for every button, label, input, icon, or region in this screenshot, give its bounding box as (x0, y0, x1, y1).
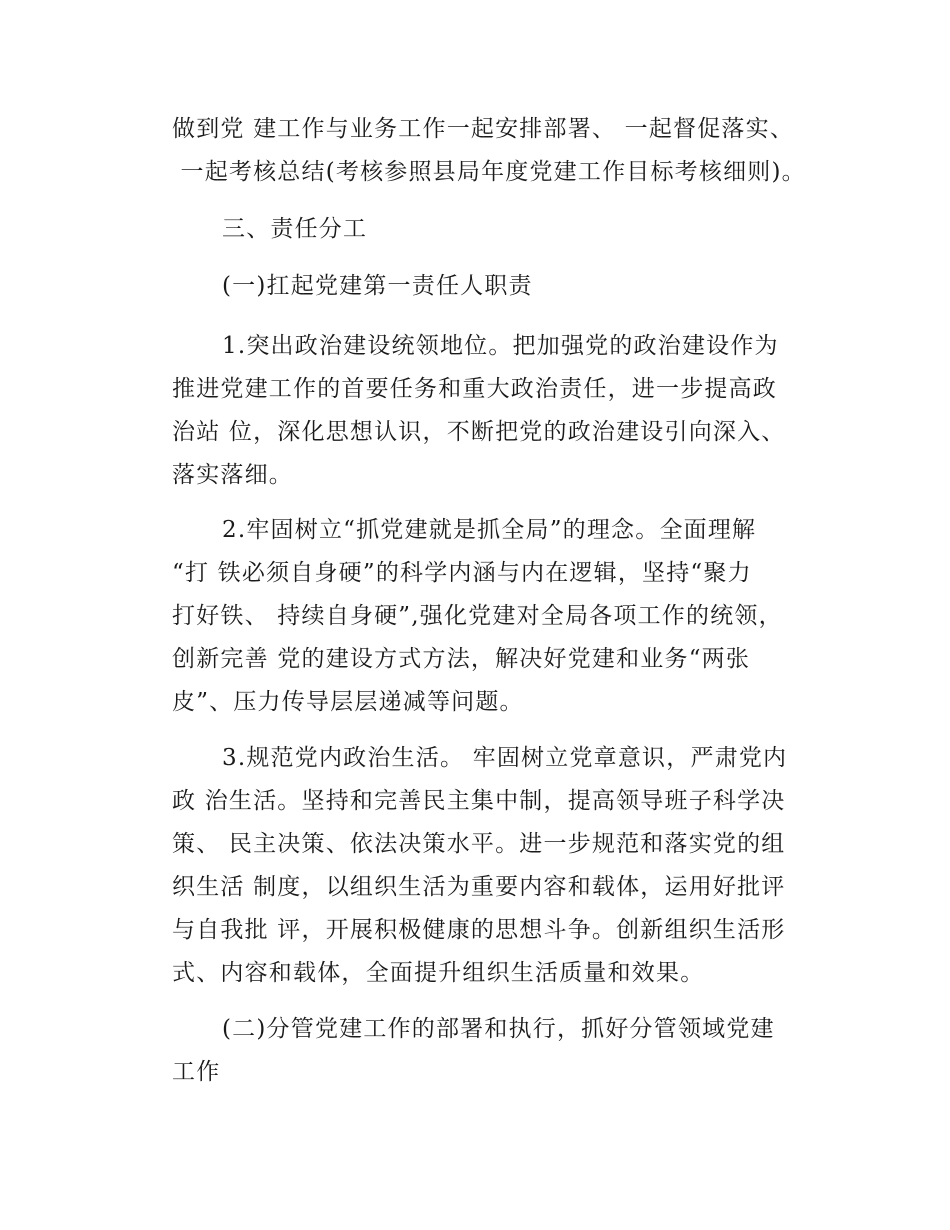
text-line: 与自我批 评，开展积极健康的思想斗争。创新组织生活形 (172, 917, 786, 943)
text-line: 一起考核总结(考核参照县局年度党建工作目标考核细则)。 (172, 159, 806, 185)
text-line: 3.规范党内政治生活。 牢固树立党章意识，严肃党内 (222, 745, 788, 771)
text-line: 做到党 建工作与业务工作一起安排部署、 一起督促落实、 (172, 116, 795, 142)
text-line: “打 铁必须自身硬”的科学内涵与内在逻辑，坚持“聚力 (172, 560, 752, 586)
text-line: 创新完善 党的建设方式方法，解决好党建和业务“两张 (172, 646, 751, 672)
text-line: 打好铁、 持续自身硬”,强化党建对全局各项工作的统领， (172, 603, 783, 629)
text-line: 策、 民主决策、依法决策水平。进一步规范和落实党的组 (172, 831, 786, 857)
text-line: 织生活 制度，以组织生活为重要内容和载体，运用好批评 (172, 874, 786, 900)
text-line: 落实落细。 (172, 462, 293, 488)
section-heading: 三、责任分工 (222, 216, 368, 242)
text-line: 工作 (172, 1059, 221, 1085)
text-line: 政 治生活。坚持和完善民主集中制，提高领导班子科学决 (172, 788, 786, 814)
subsection-heading: (一)扛起党建第一责任人职责 (222, 273, 533, 299)
text-line: 2.牢固树立“抓党建就是抓全局”的理念。全面理解 (222, 517, 757, 543)
text-line: 皮”、压力传导层层递减等问题。 (172, 689, 524, 715)
text-line: 推进党建工作的首要任务和重大政治责任，进一步提高政 (172, 376, 777, 402)
subsection-heading: (二)分管党建工作的部署和执行，抓好分管领域党建 (222, 1016, 775, 1042)
text-line: 治站 位，深化思想认识，不断把党的政治建设引向深入、 (172, 419, 786, 445)
text-line: 1.突出政治建设统领地位。把加强党的政治建设作为 (222, 333, 779, 359)
text-line: 式、内容和载体，全面提升组织生活质量和效果。 (172, 960, 705, 986)
